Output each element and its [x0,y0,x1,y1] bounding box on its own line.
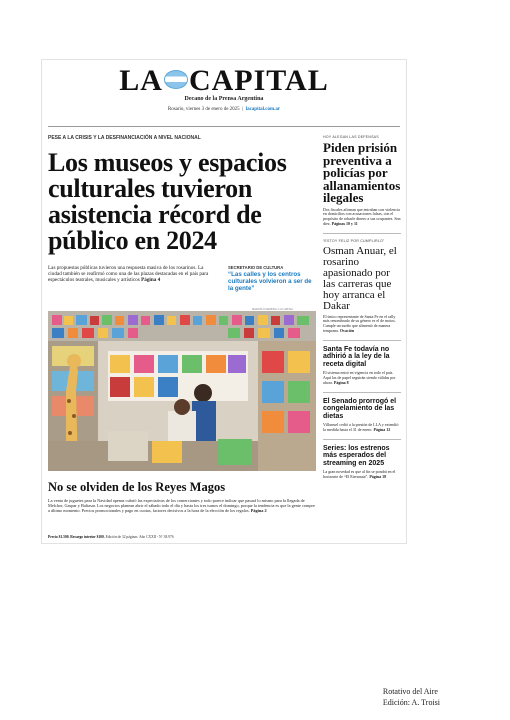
masthead [42,60,406,122]
sidebar-page-ref: Páginas 10 y 11 [331,220,358,226]
dateline: Rosario, viernes 3 de enero de 2025 | lacapital.com.ar [167,107,281,112]
price-info: Precio $1.500. Recargo interior $100. [48,535,105,539]
sidebar-label: “ESTOY FELIZ POR CUMPLIRLO” [323,238,385,243]
sidebar-headline[interactable]: El Senado prorrogó el congelamiento de las dietas [323,397,397,420]
website-link[interactable]: lacapital.com.ar [245,107,281,112]
secondary-page-ref: Página 2 [250,508,267,513]
sidebar-divider [323,340,401,341]
sidebar-page-ref: Página 8 [333,379,349,385]
sidebar-label: HOY ALEGAN LAS DEFENSAS [323,135,379,139]
sidebar-divider [323,439,401,440]
sidebar-story-1 [323,135,401,227]
lead-kicker: PESE A LA CRISIS Y LA DESFINANCIACIÓN A NIVEL NACIONAL [48,135,201,141]
sidebar-divider [323,233,401,234]
sidebar-body-text: Dos fiscales afirman que entraban con violencia en domicilios con acusaciones falsas, con el propósito de robarle dinero a sus ocupantes. Son diez. [323,206,401,226]
sidebar-body-text: La gran novedad es que al fin se pondrá en el horizonte de “El Eternauta”. [323,469,396,480]
sidebar-story-3 [323,346,401,386]
credit-line-1: Rotativo del Aire [382,687,438,696]
secondary-headline[interactable]: No se olviden de los Reyes Magos [48,480,226,494]
sidebar-headline[interactable]: Series: los estrenos más esperados del streaming en 2025 [323,444,390,467]
sidebar-page-ref: Página 12 [373,427,391,433]
newspaper-logo [42,64,406,98]
masthead-divider [48,126,400,127]
secondary-body-text: La venta de juguetes para la Navidad apenas cubrió las expectativas de los comerciantes y todo parece indicar que pasará lo mismo para la llegada de Melchor, Gaspar y Baltasar. Los negocios planean abrir el sábado todo el día y hasta los tres turnos el domingo, porque la tendencia es que la gente compre a último momento. Precios promocionales y pago en cuotas, factores decisivos a la hora de la elección de los regalos. [48,498,315,513]
toy-store-photo [48,311,316,471]
lead-deck [48,265,218,283]
page-footer [48,535,400,539]
sidebar-headline[interactable]: Osman Anuar, el rosarino apasionado por las carreras que hoy arranca el Dakar [323,244,397,312]
newspaper-front-page [42,60,406,543]
logo-text-left: LA [119,64,163,97]
edition-info: Edición de 32 páginas. Año CXXII - Nº 38.976 [105,535,174,539]
sidebar-body [323,208,401,227]
sidebar-body [323,423,401,433]
lead-page-ref: Página 4 [141,277,161,283]
lead-headline[interactable]: Los museos y espacios culturales tuvieron asistencia récord de público en 2024 [48,148,287,255]
pull-quote-label: SECRETARIO DE CULTURA [228,265,284,270]
logo-text-right: CAPITAL [188,64,329,97]
tagline: Decano de la Prensa Argentina [184,96,264,102]
sidebar-headline[interactable]: Piden prisión preventiva a policías por allanamientos ilegales [323,140,401,205]
photo-credit: MARCELO MANERA / LA CAPITAL [252,308,294,311]
sidebar-story-5 [323,445,401,480]
toy-store-illustration [48,311,316,471]
sidebar-headline[interactable]: Santa Fe todavía no adhirió a la ley de la receta digital [323,345,390,368]
sidebar-body [323,470,401,480]
credit-line-2: Edición: A. Troisi [382,698,440,707]
sidebar-page-ref: Página 18 [369,474,387,480]
radio-credit [383,686,440,708]
lead-story [48,135,314,254]
sidebar-body-text: El sistema entró en vigencia en todo el país. Aquí las de papel seguirán siendo válidas por ahora. [323,370,396,385]
sidebar-body-text: Villarruel cedió a la presión de LLA y extendió la medida hasta el 31 de enero. [323,422,399,433]
lead-deck-text: Las propuestas públicas tuvieron una respuesta masiva de los rosarinos. La ciudad también se reafirmó como una de las plazas destacadas en el país para espectáculos teatrales, musicales y artísticos [48,265,209,283]
sidebar-story-4 [323,398,401,433]
sidebar-body [323,371,401,385]
secondary-body [48,498,316,513]
sidebar-divider [323,392,401,393]
sidebar-page-ref: Ovación [339,328,355,334]
sidebar-story-2 [323,239,401,334]
sidebar-body-text: El único representante de Santa Fe en el rally más renombrado de su género es el de motos. Cumple un sueño que alimentó de manera temprana. [323,313,396,334]
sidebar [323,135,401,480]
pull-quote-text: “Las calles y los centros culturales volvieron a ser de la gente” [228,271,312,292]
issue-date: Rosario, viernes 3 de enero de 2025 [167,107,240,112]
sidebar-body [323,315,401,334]
argentina-flag-icon [164,70,188,89]
lead-pull-quote [228,265,316,292]
secondary-story [48,480,316,513]
